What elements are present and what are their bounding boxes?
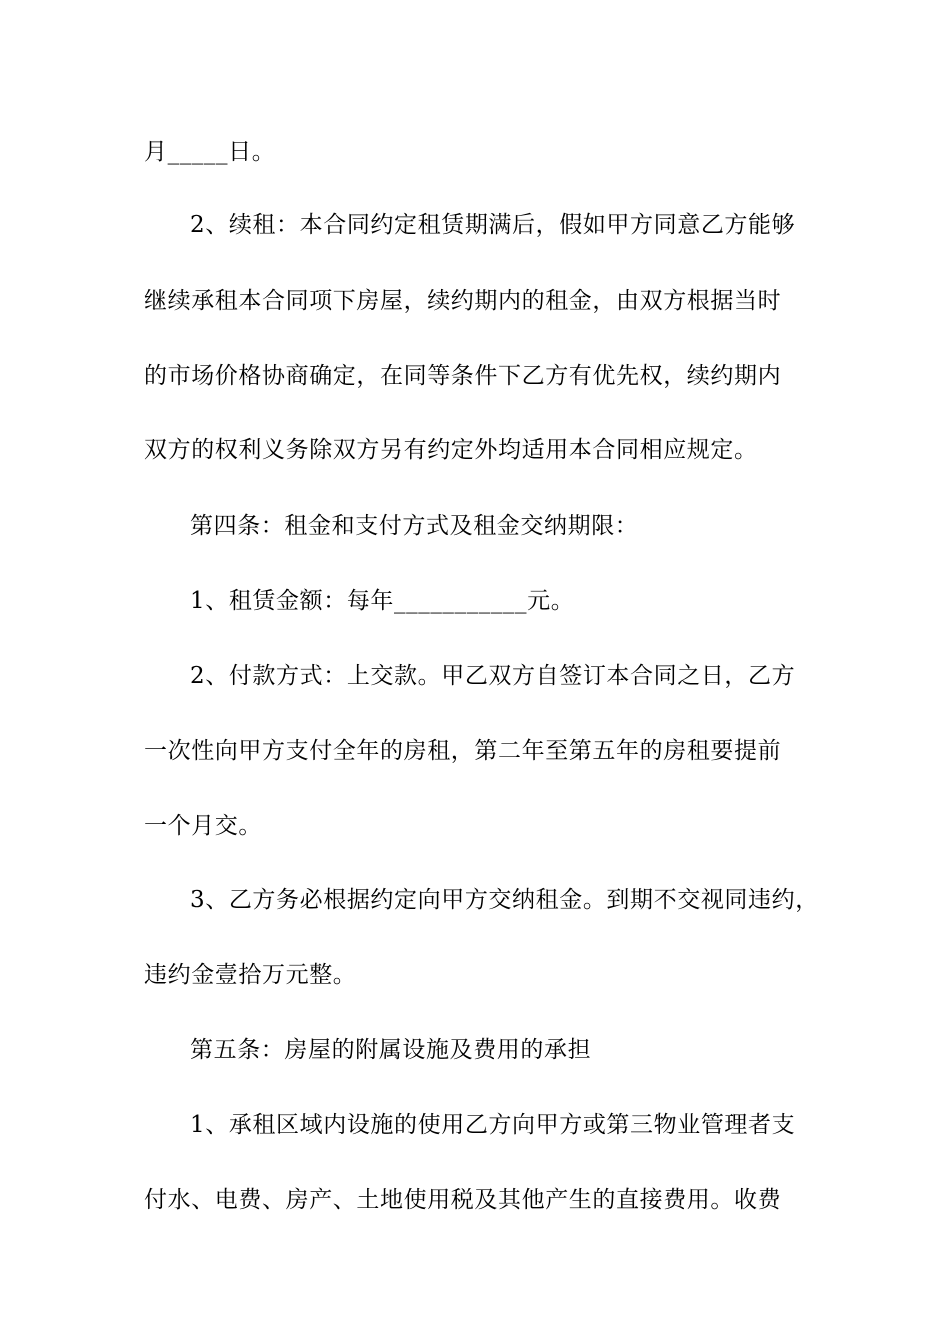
text-line-7: 1、租赁金额：每年___________元。 <box>190 588 575 614</box>
text-line-9: 一次性向甲方支付全年的房租，第二年至第五年的房租要提前 <box>144 738 782 764</box>
text-line-11: 3、乙方务必根据约定向甲方交纳租金。到期不交视同违约， <box>190 887 819 913</box>
text-line-12: 违约金壹拾万元整。 <box>144 962 357 988</box>
text-line-1: 月_____日。 <box>144 139 276 165</box>
text-line-15: 付水、电费、房产、土地使用税及其他产生的直接费用。收费 <box>144 1187 782 1213</box>
text-line-13: 第五条：房屋的附属设施及费用的承担 <box>190 1037 592 1063</box>
text-line-14: 1、承租区域内设施的使用乙方向甲方或第三物业管理者支 <box>190 1112 796 1138</box>
text-line-5: 双方的权利义务除双方另有约定外均适用本合同相应规定。 <box>144 437 758 463</box>
text-line-4: 的市场价格协商确定，在同等条件下乙方有优先权，续约期内 <box>144 363 782 389</box>
text-line-3: 继续承租本合同项下房屋，续约期内的租金，由双方根据当时 <box>144 288 782 314</box>
text-line-10: 一个月交。 <box>144 813 262 839</box>
text-line-6: 第四条：租金和支付方式及租金交纳期限： <box>190 513 639 539</box>
text-line-2: 2、续租：本合同约定租赁期满后，假如甲方同意乙方能够 <box>190 212 796 238</box>
text-line-8: 2、付款方式：上交款。甲乙双方自签订本合同之日，乙方 <box>190 663 796 689</box>
